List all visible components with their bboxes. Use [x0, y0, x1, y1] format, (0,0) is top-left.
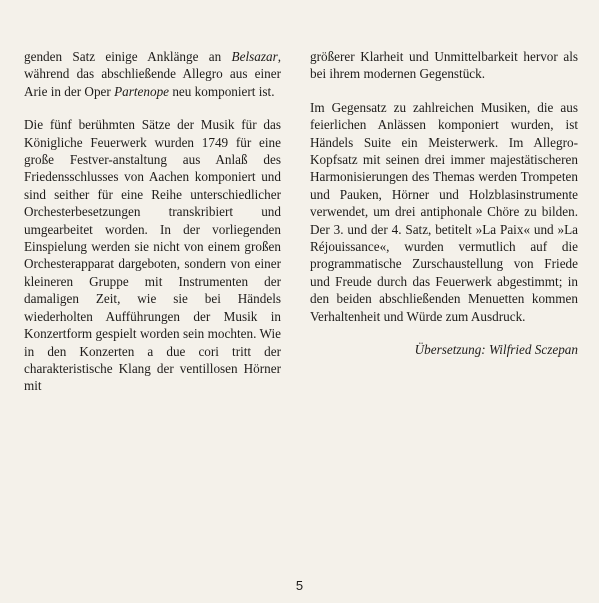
text-run: , während das abschließende Allegro aus einer Arie in der Oper — [24, 49, 281, 99]
left-column — [24, 48, 281, 411]
page-number: 5 — [295, 578, 304, 593]
right-paragraph-2: Im Gegensatz zu zahlreichen Musiken, die aus feierlichen Anlässen komponiert wurden, ist Händels Suite ein Meisterwerk. Im Allegro-Kopfsatz mit seinen drei immer majestätischeren Harmonisierungen des Themas werden Trompeten und Pauken, Hörner und Holzblasinstrumente verwendet, um drei antiphonale Chöre zu bilden. Der 3. und der 4. Satz, betitelt »La Paix« und »La Réjouissance«, wurden vermutlich auf die programmatische Zurschaustellung von Friede und Freude durch das Feuerwerk abgestimmt; in den beiden abschließenden Menuetten kommen Verhaltenheit und Würde zum Ausdruck. — [310, 99, 578, 324]
work-title-partenope: Partenope — [114, 83, 170, 99]
work-title-belsazar: Belsazar — [231, 49, 278, 64]
text-run: genden Satz einige Anklänge an — [24, 49, 232, 64]
left-paragraph-1 — [24, 48, 281, 100]
text-run: neu komponiert ist. — [169, 83, 275, 99]
left-paragraph-2: Die fünf berühmten Sätze der Musik für das Königliche Feuerwerk wurden 1749 für eine große Festver-anstaltung aus Anlaß des Friedensschlusses von Aachen komponiert und sind seither für eine Reihe unterschiedlicher Orchesterbesetzungen transkribiert und umgearbeitet worden. In der vorliegenden Einspielung werden sie nicht von einem großen Orchesterapparat dargeboten, sondern von einer kleineren Gruppe mit Instrumenten der damaligen Zeit, wie sie bei Händels wiederholten Aufführungen der Musik in Konzertform gespielt worden sein mochten. Wie in den Konzerten a due cori tritt der charakteristische Klang der ventillosen Hörner mit — [24, 117, 281, 394]
right-paragraph-1: größerer Klarheit und Unmittelbarkeit hervor als bei ihrem modernen Gegenstück. — [310, 49, 578, 82]
translator-credit: Übersetzung: Wilfried Sczepan — [414, 342, 578, 358]
right-column — [310, 48, 578, 375]
